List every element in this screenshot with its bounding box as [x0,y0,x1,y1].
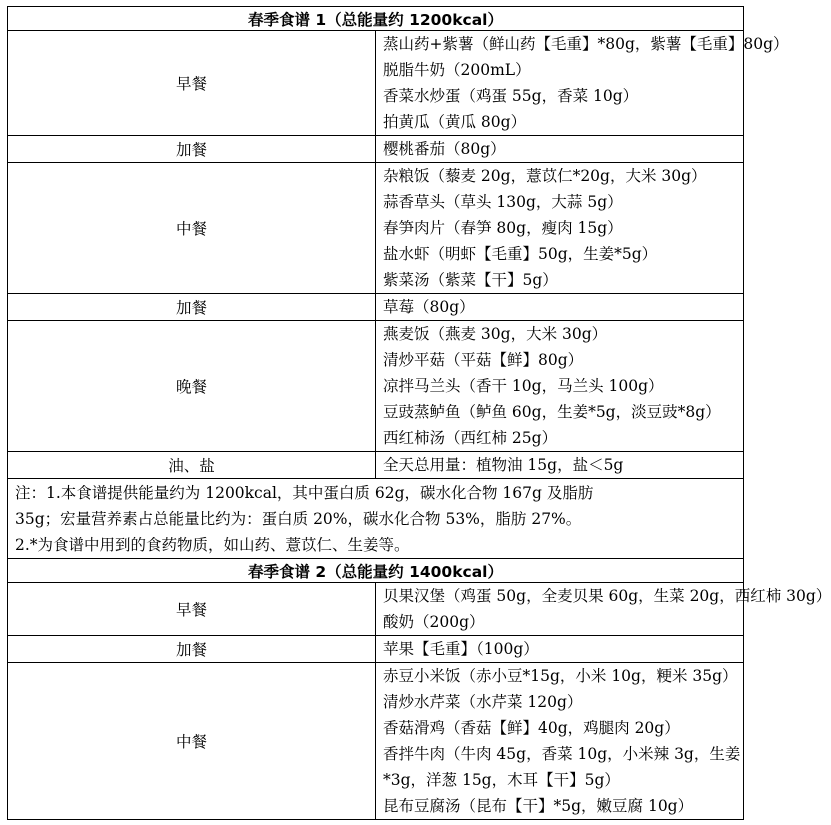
menu-title: 春季食谱 1（总能量约 1200kcal） [8,7,744,31]
food-item: 凉拌马兰头（香干 10g，马兰头 100g） [383,377,664,395]
meal-label: 加餐 [8,294,376,321]
food-item: 香菇滑鸡（香菇【鲜】40g，鸡腿肉 20g） [383,719,680,737]
menu-notes [8,479,744,559]
meal-label: 晚餐 [8,321,376,452]
meal-label: 早餐 [8,583,376,636]
food-item: 香拌牛肉（牛肉 45g，香菜 10g，小米辣 3g，生姜*3g，洋葱 15g，木耳【干】5g） [383,745,741,789]
meal-items [376,663,744,820]
food-item: 昆布豆腐汤（昆布【干】*5g，嫩豆腐 10g） [383,797,694,815]
meal-label: 加餐 [8,136,376,163]
food-item: 蒜香草头（草头 130g，大蒜 5g） [383,193,623,211]
meal-items [376,452,744,479]
food-item: 全天总用量：植物油 15g，盐＜5g [383,456,624,474]
note-line: 2.*为食谱中用到的食药物质，如山药、薏苡仁、生姜等。 [15,536,410,554]
food-item: 苹果【毛重】（100g） [383,640,539,658]
notes-row [8,479,744,559]
meal-row-oil-salt [8,452,744,479]
food-item: 赤豆小米饭（赤小豆*15g，小米 10g，粳米 35g） [383,667,738,685]
note-line: 35g；宏量营养素占总能量比约为：蛋白质 20%，碳水化合物 53%，脂肪 27%。 [15,510,582,528]
meal-items [376,163,744,294]
meal-row-dinner [8,321,744,452]
meal-label: 加餐 [8,636,376,663]
food-item: 贝果汉堡（鸡蛋 50g，全麦贝果 60g，生菜 20g，西红柿 30g） [383,587,831,605]
food-item: 草莓（80g） [383,298,475,316]
food-item: 脱脂牛奶（200mL） [383,61,531,79]
food-item: 清炒水芹菜（水芹菜 120g） [383,693,583,711]
food-item: 豆豉蒸鲈鱼（鲈鱼 60g，生姜*5g，淡豆豉*8g） [383,403,721,421]
meal-row-breakfast [8,583,744,636]
menu-title-row [8,7,744,31]
meal-row-lunch [8,163,744,294]
menu-title-row [8,559,744,583]
food-item: 西红柿汤（西红柿 25g） [383,429,558,447]
food-item: 清炒平菇（平菇【鲜】80g） [383,351,584,369]
meal-items [376,294,744,321]
food-item: 拍黄瓜（黄瓜 80g） [383,113,527,131]
food-item: 盐水虾（明虾【毛重】50g，生姜*5g） [383,245,658,263]
food-item: 酸奶（200g） [383,613,485,631]
food-item: 春笋肉片（春笋 80g，瘦肉 15g） [383,219,623,237]
meal-row-breakfast [8,31,744,136]
menu-title: 春季食谱 2（总能量约 1400kcal） [8,559,744,583]
meal-items [376,321,744,452]
food-item: 香菜水炒蛋（鸡蛋 55g，香菜 10g） [383,87,639,105]
diet-menu-document [7,6,831,820]
diet-menu-table [7,6,831,820]
meal-row-snack [8,636,744,663]
meal-row-snack [8,136,744,163]
food-item: 蒸山药+紫薯（鲜山药【毛重】*80g，紫薯【毛重】80g） [383,35,789,53]
food-item: 紫菜汤（紫菜【干】5g） [383,271,558,289]
meal-items [376,636,744,663]
meal-label: 早餐 [8,31,376,136]
meal-label: 中餐 [8,663,376,820]
meal-items [376,136,744,163]
food-item: 樱桃番茄（80g） [383,140,506,158]
food-item: 杂粮饭（藜麦 20g，薏苡仁*20g，大米 30g） [383,167,707,185]
meal-label: 油、盐 [8,452,376,479]
meal-row-lunch [8,663,744,820]
food-item: 燕麦饭（燕麦 30g，大米 30g） [383,325,608,343]
meal-items [376,583,831,636]
meal-label: 中餐 [8,163,376,294]
meal-row-snack [8,294,744,321]
note-line: 注：1.本食谱提供能量约为 1200kcal，其中蛋白质 62g，碳水化合物 167g 及脂肪 [15,484,594,502]
meal-items [376,31,789,136]
